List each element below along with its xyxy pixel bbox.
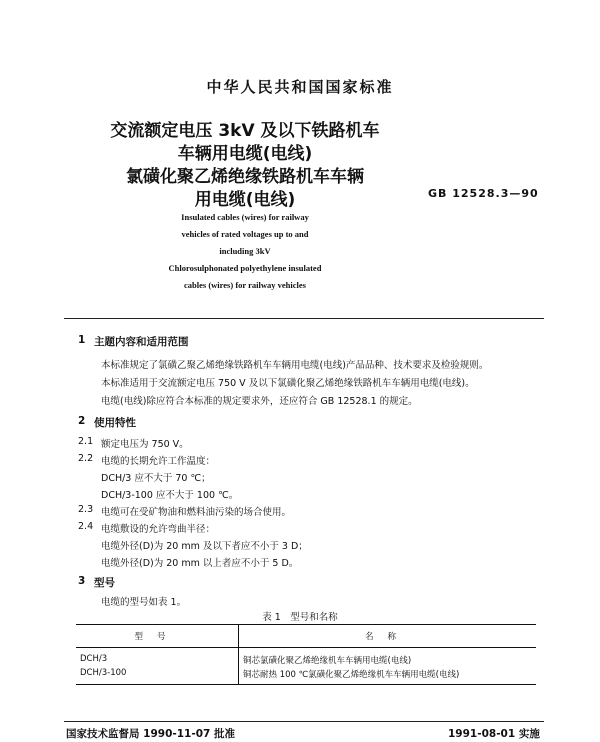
clause-2-4-item-a: 电缆外径(D)为 20 mm 及以下者应不小于 3 D； [101, 541, 308, 552]
title-zh-line-3: 氯磺化聚乙烯绝缘铁路机车车辆 [126, 167, 364, 187]
table-cell-model: DCH/3-100 [76, 666, 239, 685]
standard-number: GB 12528.3—90 [428, 187, 539, 200]
table-header-name: 名称 [239, 625, 537, 648]
title-en-line-5: cables (wires) for railway vehicles [184, 280, 306, 290]
clause-2-4-number: 2.4 [78, 521, 94, 532]
title-en-line-2: vehicles of rated voltages up to and [181, 229, 309, 239]
effective-date: 1991-08-01 实施 [448, 728, 540, 740]
title-en-line-3: including 3kV [219, 246, 271, 256]
clause-2-3-number: 2.3 [78, 504, 94, 515]
title-zh-line-2: 车辆用电缆(电线) [177, 144, 313, 164]
table-header-row [76, 625, 536, 648]
approval-date: 国家技术监督局 1990-11-07 批准 [66, 728, 235, 740]
section-1-title: 主题内容和适用范围 [94, 336, 189, 348]
clause-2-3-text: 电缆可在受矿物油和燃料油污染的场合使用。 [101, 507, 292, 518]
table-cell-name: 铜芯氯磺化聚乙烯绝缘机车车辆用电缆(电线) [243, 656, 412, 666]
section-1-para-2: 本标准适用于交流额定电压 750 V 及以下氯磺化聚乙烯绝缘铁路机车车辆用电缆(电线)。 [101, 378, 475, 389]
clause-2-4-item-b: 电缆外径(D)为 20 mm 以上者应不小于 5 D。 [101, 558, 299, 569]
table-row [76, 666, 536, 685]
clause-2-2-number: 2.2 [78, 453, 94, 464]
clause-2-2-text: 电缆的长期允许工作温度： [101, 456, 216, 467]
footer-divider [64, 721, 544, 722]
section-3-intro: 电缆的型号如表 1。 [101, 597, 187, 608]
section-1-number: 1 [78, 334, 86, 346]
clause-2-2-item-a: DCH/3 应不大于 70 ℃； [101, 473, 211, 484]
clause-2-2-item-b: DCH/3-100 应不大于 100 ℃。 [101, 490, 239, 501]
table-cell-name: 铜芯耐热 100 ℃氯磺化聚乙烯绝缘机车车辆用电缆(电线) [239, 666, 537, 685]
title-zh-line-4: 用电缆(电线) [194, 190, 296, 210]
table-cell-model: DCH/3 [76, 648, 239, 667]
table-1 [76, 624, 536, 685]
table-1-caption: 表 1 型号和名称 [262, 612, 338, 623]
section-2-number: 2 [78, 415, 86, 427]
header-divider [64, 318, 544, 319]
clause-2-1-text: 额定电压为 750 V。 [101, 439, 189, 450]
section-3-number: 3 [78, 575, 86, 587]
title-zh-line-1: 交流额定电压 3kV 及以下铁路机车 [110, 121, 380, 141]
table-row [76, 648, 536, 667]
standard-header: 中华人民共和国国家标准 [206, 78, 394, 96]
table-header-model: 型号 [76, 625, 239, 648]
clause-2-4-text: 电缆敷设的允许弯曲半径： [101, 524, 216, 535]
section-1-para-3: 电缆(电线)除应符合本标准的规定要求外，还应符合 GB 12528.1 的规定。 [101, 396, 418, 407]
title-en-line-1: Insulated cables (wires) for railway [181, 212, 309, 222]
section-3-title: 型号 [94, 577, 115, 589]
section-1-para-1: 本标准规定了氯磺乙聚乙烯绝缘铁路机车车辆用电缆(电线)产品品种、技术要求及检验规则。 [101, 360, 489, 371]
clause-2-1-number: 2.1 [78, 436, 94, 447]
title-en-line-4: Chlorosulphonated polyethylene insulated [168, 263, 322, 273]
section-2-title: 使用特性 [94, 417, 136, 429]
